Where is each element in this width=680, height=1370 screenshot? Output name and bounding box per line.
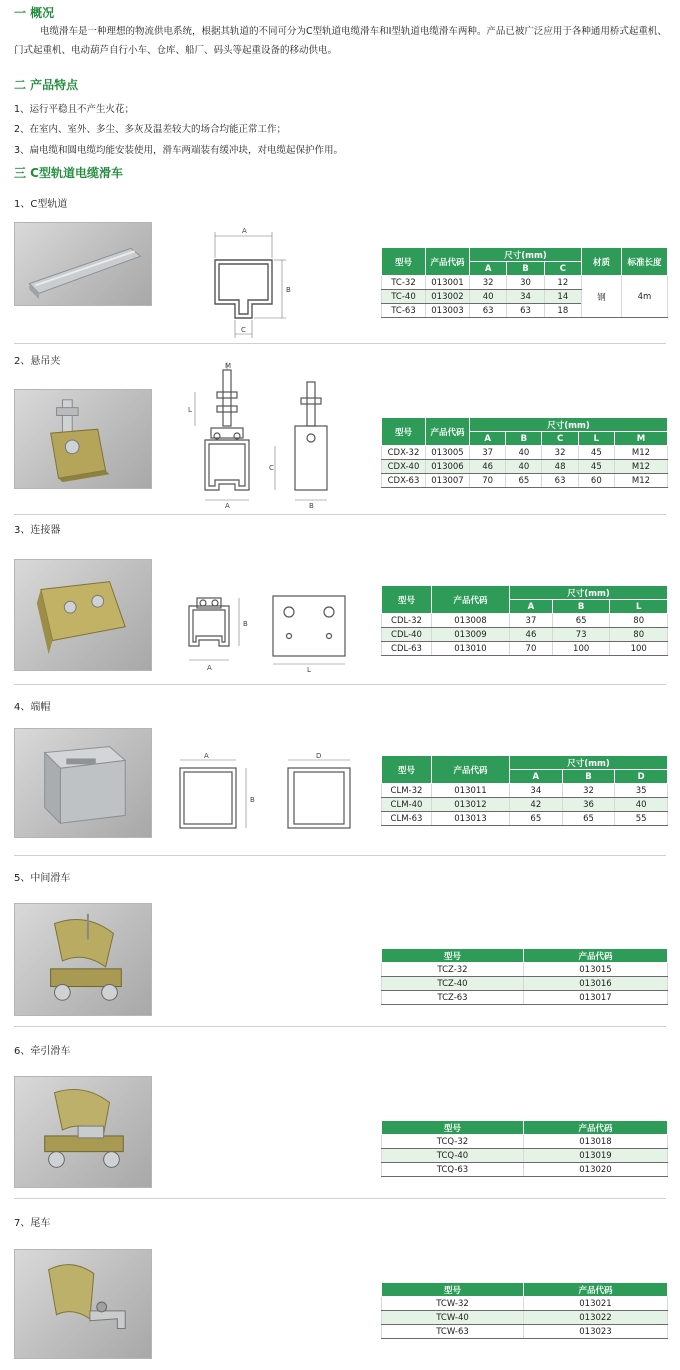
cell-code: 013001 [426, 276, 470, 290]
col-b: B [506, 432, 542, 446]
connector-photo [14, 559, 152, 671]
col-a: A [510, 600, 553, 614]
cell-b: 73 [552, 628, 610, 642]
dwg-label-d: D [316, 752, 322, 760]
cell-b: 36 [562, 798, 615, 812]
cell-m: M12 [614, 474, 667, 488]
towing-trolley-spec-table [381, 1120, 668, 1177]
cell-model: CDX-32 [382, 446, 426, 460]
col-l: L [578, 432, 614, 446]
cell-a: 63 [470, 304, 507, 318]
section-divider [14, 1026, 666, 1027]
c-track-photo [14, 222, 152, 306]
cell-b: 63 [507, 304, 544, 318]
cell-m: M12 [614, 460, 667, 474]
cell-code: 013011 [432, 784, 510, 798]
col-code: 产品代码 [524, 1121, 668, 1135]
col-dim: 尺寸(mm) [510, 756, 668, 770]
col-b: B [507, 262, 544, 276]
cell-b: 34 [507, 290, 544, 304]
section-divider [14, 855, 666, 856]
cell-model: CDL-32 [382, 614, 432, 628]
cell-code: 013016 [524, 977, 668, 991]
cell-a: 37 [470, 446, 506, 460]
features-heading: 二 产品特点 [14, 78, 79, 92]
cell-c: 12 [544, 276, 581, 290]
cell-code: 013006 [426, 460, 470, 474]
middle-trolley-photo [14, 903, 152, 1016]
col-model: 型号 [382, 756, 432, 784]
overview-paragraph [14, 22, 668, 60]
cell-code: 013009 [432, 628, 510, 642]
hanger-drawing [185, 362, 345, 510]
col-code: 产品代码 [426, 418, 470, 446]
cell-model: TCW-32 [382, 1297, 524, 1311]
col-dim: 尺寸(mm) [470, 248, 582, 262]
col-l: L [610, 600, 668, 614]
cell-model: CLM-63 [382, 812, 432, 826]
cell-model: TCQ-63 [382, 1163, 524, 1177]
c-track-heading: 三 C型轨道电缆滑车 [14, 166, 123, 180]
cell-c: 14 [544, 290, 581, 304]
table-row [382, 474, 668, 488]
cell-code: 013015 [524, 963, 668, 977]
col-a: A [510, 770, 563, 784]
dwg-label-l: L [188, 406, 192, 414]
col-dim: 尺寸(mm) [470, 418, 668, 432]
cell-a: 46 [510, 628, 553, 642]
col-a: A [470, 262, 507, 276]
tail-trolley-spec-table [381, 1282, 668, 1339]
cell-model: TCQ-32 [382, 1135, 524, 1149]
dwg-label-c: C [269, 464, 274, 472]
cell-model: TCW-63 [382, 1325, 524, 1339]
table-row [382, 276, 668, 290]
cell-d: 55 [615, 812, 668, 826]
dwg-label-a: A [207, 664, 212, 672]
cell-a: 37 [510, 614, 553, 628]
end-cap-illustration [15, 729, 151, 837]
cell-c: 18 [544, 304, 581, 318]
table-row [382, 977, 668, 991]
table-row [382, 1297, 668, 1311]
cell-a: 46 [470, 460, 506, 474]
cell-code: 013018 [524, 1135, 668, 1149]
dwg-label-l: L [307, 666, 311, 674]
product-title-middle-trolley: 5、中间滑车 [14, 873, 71, 884]
col-a: A [470, 432, 506, 446]
cell-l: 45 [578, 446, 614, 460]
cell-code: 013021 [524, 1297, 668, 1311]
cell-code: 013008 [432, 614, 510, 628]
cell-model: TC-40 [382, 290, 426, 304]
cell-b: 32 [562, 784, 615, 798]
cell-l: 100 [610, 642, 668, 656]
col-code: 产品代码 [432, 586, 510, 614]
towing-trolley-photo [14, 1076, 152, 1188]
cell-b: 40 [506, 446, 542, 460]
table-row [382, 628, 668, 642]
cell-a: 34 [510, 784, 563, 798]
col-c: C [542, 432, 578, 446]
col-b: B [552, 600, 610, 614]
towing-trolley-illustration [15, 1077, 151, 1187]
table-row [382, 784, 668, 798]
col-b: B [562, 770, 615, 784]
cell-l: 80 [610, 628, 668, 642]
col-model: 型号 [382, 949, 524, 963]
cell-a: 32 [470, 276, 507, 290]
product-title-end-cap: 4、端帽 [14, 702, 51, 713]
dwg-label-b: B [243, 620, 248, 628]
col-m: M [614, 432, 667, 446]
product-title-hanger: 2、悬吊夹 [14, 356, 61, 367]
cell-model: TCZ-40 [382, 977, 524, 991]
c-track-drawing [190, 222, 300, 342]
cell-model: CDX-40 [382, 460, 426, 474]
section-divider [14, 1198, 666, 1199]
tail-trolley-photo [14, 1249, 152, 1359]
overview-text: 电缆滑车是一种理想的物流供电系统，根据其轨道的不同可分为C型轨道电缆滑车和I型轨道电缆滑车两种。产品已被广泛应用于各种通用桥式起重机、门式起重机、电动葫芦自行小车、仓库、船厂、码头等起重设备的移动供电。 [14, 26, 667, 56]
table-row [382, 798, 668, 812]
section-divider [14, 343, 666, 344]
table-row [382, 642, 668, 656]
col-d: D [615, 770, 668, 784]
hanger-illustration [15, 390, 151, 488]
cell-c: 32 [542, 446, 578, 460]
feature-item: 2、在室内、室外、多尘、多灰及温差较大的场合均能正常工作； [14, 124, 287, 135]
table-row [382, 1149, 668, 1163]
cell-a: 42 [510, 798, 563, 812]
cell-code: 013013 [432, 812, 510, 826]
dwg-label-b: B [250, 796, 255, 804]
cell-c: 63 [542, 474, 578, 488]
table-row [382, 812, 668, 826]
cell-code: 013020 [524, 1163, 668, 1177]
cell-b: 100 [552, 642, 610, 656]
connector-drawing [185, 590, 355, 674]
cell-model: CLM-40 [382, 798, 432, 812]
section-divider [14, 514, 666, 515]
table-row [382, 1163, 668, 1177]
c-track-spec-table [381, 247, 668, 318]
col-model: 型号 [382, 1121, 524, 1135]
cell-d: 40 [615, 798, 668, 812]
end-cap-photo [14, 728, 152, 838]
cell-code: 013017 [524, 991, 668, 1005]
dwg-label-c: C [241, 326, 246, 334]
cell-code: 013002 [426, 290, 470, 304]
col-model: 型号 [382, 248, 426, 276]
cell-b: 30 [507, 276, 544, 290]
cell-b: 65 [552, 614, 610, 628]
dwg-label-m: M [225, 362, 232, 370]
cell-model: TC-63 [382, 304, 426, 318]
cell-a: 40 [470, 290, 507, 304]
overview-heading: 一 概况 [14, 6, 55, 20]
col-code: 产品代码 [524, 949, 668, 963]
hanger-spec-table [381, 417, 668, 488]
table-row [382, 614, 668, 628]
col-model: 型号 [382, 1283, 524, 1297]
product-title-towing-trolley: 6、牵引滑车 [14, 1046, 71, 1057]
cell-model: TCZ-63 [382, 991, 524, 1005]
middle-trolley-illustration [15, 904, 151, 1015]
cell-model: TC-32 [382, 276, 426, 290]
cell-code: 013003 [426, 304, 470, 318]
cell-a: 70 [470, 474, 506, 488]
table-row [382, 1325, 668, 1339]
cell-code: 013010 [432, 642, 510, 656]
col-model: 型号 [382, 586, 432, 614]
end-cap-drawing [170, 750, 370, 834]
cell-code: 013007 [426, 474, 470, 488]
cell-length: 4m [622, 276, 668, 318]
col-length: 标准长度 [622, 248, 668, 276]
hanger-photo [14, 389, 152, 489]
table-row [382, 963, 668, 977]
table-row [382, 1135, 668, 1149]
cell-c: 48 [542, 460, 578, 474]
connector-illustration [15, 560, 151, 670]
middle-trolley-spec-table [381, 948, 668, 1005]
table-row [382, 446, 668, 460]
cell-a: 70 [510, 642, 553, 656]
cell-l: 60 [578, 474, 614, 488]
cell-code: 013005 [426, 446, 470, 460]
cell-model: TCZ-32 [382, 963, 524, 977]
col-material: 材质 [582, 248, 622, 276]
cell-a: 65 [510, 812, 563, 826]
dwg-label-a: A [225, 502, 230, 510]
cell-code: 013023 [524, 1325, 668, 1339]
dwg-label-b: B [286, 286, 291, 294]
cell-model: CDL-40 [382, 628, 432, 642]
dwg-label-b: B [309, 502, 314, 510]
cell-code: 013012 [432, 798, 510, 812]
c-track-illustration [15, 223, 151, 305]
dwg-label-a: A [204, 752, 209, 760]
cell-d: 35 [615, 784, 668, 798]
dwg-label-a: A [242, 227, 247, 235]
col-c: C [544, 262, 581, 276]
cell-model: CDL-63 [382, 642, 432, 656]
table-row [382, 991, 668, 1005]
cell-code: 013022 [524, 1311, 668, 1325]
cell-material: 钢 [582, 276, 622, 318]
cell-m: M12 [614, 446, 667, 460]
feature-item: 3、扁电缆和圆电缆均能安装使用，滑车两端装有缓冲块，对电缆起保护作用。 [14, 145, 344, 156]
col-code: 产品代码 [426, 248, 470, 276]
cell-b: 65 [506, 474, 542, 488]
cell-l: 45 [578, 460, 614, 474]
section-divider [14, 684, 666, 685]
tail-trolley-illustration [15, 1250, 151, 1358]
cell-model: CLM-32 [382, 784, 432, 798]
cell-l: 80 [610, 614, 668, 628]
col-code: 产品代码 [524, 1283, 668, 1297]
product-title-connector: 3、连接器 [14, 525, 61, 536]
end-cap-spec-table [381, 755, 668, 826]
cell-model: TCQ-40 [382, 1149, 524, 1163]
cell-model: TCW-40 [382, 1311, 524, 1325]
col-dim: 尺寸(mm) [510, 586, 668, 600]
col-code: 产品代码 [432, 756, 510, 784]
table-row [382, 1311, 668, 1325]
cell-b: 40 [506, 460, 542, 474]
cell-b: 65 [562, 812, 615, 826]
product-title-c-track: 1、C型轨道 [14, 199, 68, 210]
col-model: 型号 [382, 418, 426, 446]
feature-item: 1、运行平稳且不产生火花； [14, 104, 135, 115]
connector-spec-table [381, 585, 668, 656]
cell-model: CDX-63 [382, 474, 426, 488]
cell-code: 013019 [524, 1149, 668, 1163]
product-title-tail-trolley: 7、尾车 [14, 1218, 51, 1229]
table-row [382, 460, 668, 474]
